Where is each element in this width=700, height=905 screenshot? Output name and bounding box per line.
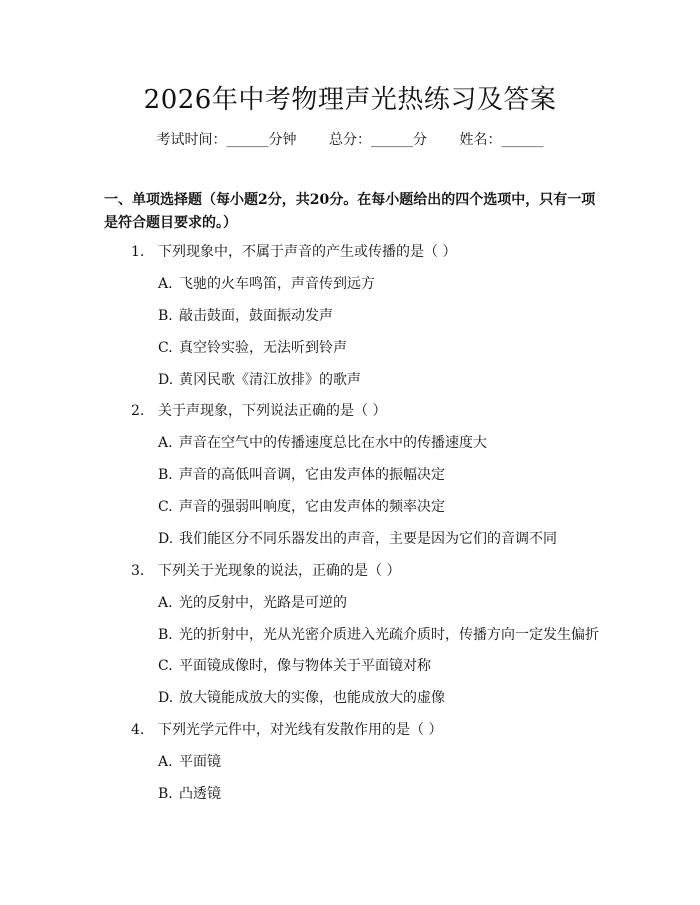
option-text: 飞驰的火车鸣笛，声音传到远方 — [179, 276, 375, 292]
document-title: 2026年中考物理声光热练习及答案 — [143, 85, 557, 115]
question-2-option-b — [158, 465, 445, 485]
question-1-option-b — [158, 306, 333, 326]
question-number: 4. — [131, 722, 145, 738]
option-letter: A. — [158, 754, 173, 770]
student-name-field: 姓名：______ — [459, 132, 544, 148]
option-letter: C. — [158, 499, 173, 515]
question-1-option-a — [158, 274, 375, 294]
question-3-option-a — [158, 593, 347, 613]
option-letter: D. — [158, 372, 174, 388]
question-2 — [131, 401, 386, 421]
option-letter: B. — [158, 467, 173, 483]
option-text: 黄冈民歌《清江放排》的歌声 — [179, 372, 361, 388]
option-letter: A. — [158, 435, 173, 451]
option-letter: D. — [158, 690, 174, 706]
option-text: 我们能区分不同乐器发出的声音，主要是因为它们的音调不同 — [179, 531, 557, 547]
question-2-option-c — [158, 497, 445, 517]
option-text: 声音在空气中的传播速度总比在水中的传播速度大 — [179, 435, 487, 451]
question-1 — [131, 242, 456, 262]
question-2-option-a — [158, 433, 487, 453]
question-number: 3. — [131, 563, 145, 579]
total-score-field: 总分：______分 — [329, 132, 427, 148]
option-letter: B. — [158, 627, 173, 643]
question-4 — [131, 720, 442, 740]
question-3-option-b — [158, 625, 599, 645]
option-letter: C. — [158, 658, 173, 674]
question-3-option-c — [158, 656, 431, 676]
option-letter: B. — [158, 786, 173, 802]
option-text: 光的折射中，光从光密介质进入光疏介质时，传播方向一定发生偏折 — [179, 627, 599, 643]
question-3-option-d — [158, 688, 445, 708]
option-text: 平面镜成像时，像与物体关于平面镜对称 — [179, 658, 431, 674]
option-text: 声音的强弱叫响度，它由发声体的频率决定 — [179, 499, 445, 515]
option-letter: A. — [158, 595, 173, 611]
section-heading: 一、单项选择题（每小题2分，共20分。在每小题给出的四个选项中，只有一项是符合题目要求的。） — [104, 192, 596, 231]
question-4-option-a — [158, 752, 221, 772]
question-1-option-d — [158, 370, 361, 390]
option-text: 平面镜 — [179, 754, 221, 770]
option-letter: A. — [158, 276, 173, 292]
question-4-option-b — [158, 784, 221, 804]
option-text: 放大镜能成放大的实像，也能成放大的虚像 — [179, 690, 445, 706]
option-letter: B. — [158, 308, 173, 324]
question-number: 1. — [131, 244, 145, 260]
question-text: 下列现象中，不属于声音的产生或传播的是（ ） — [158, 244, 457, 260]
question-3 — [131, 561, 400, 581]
option-letter: D. — [158, 531, 174, 547]
option-text: 敲击鼓面，鼓面振动发声 — [179, 308, 333, 324]
exam-meta-line — [0, 130, 700, 150]
exam-time-field: 考试时间：______分钟 — [156, 132, 297, 148]
question-1-option-c — [158, 338, 347, 358]
question-text: 下列关于光现象的说法，正确的是（ ） — [158, 563, 401, 579]
option-text: 真空铃实验，无法听到铃声 — [179, 340, 347, 356]
option-text: 声音的高低叫音调，它由发声体的振幅决定 — [179, 467, 445, 483]
question-text: 关于声现象，下列说法正确的是（ ） — [158, 403, 387, 419]
question-2-option-d — [158, 529, 557, 549]
question-text: 下列光学元件中，对光线有发散作用的是（ ） — [158, 722, 443, 738]
option-letter: C. — [158, 340, 173, 356]
option-text: 凸透镜 — [179, 786, 221, 802]
question-number: 2. — [131, 403, 145, 419]
option-text: 光的反射中，光路是可逆的 — [179, 595, 347, 611]
